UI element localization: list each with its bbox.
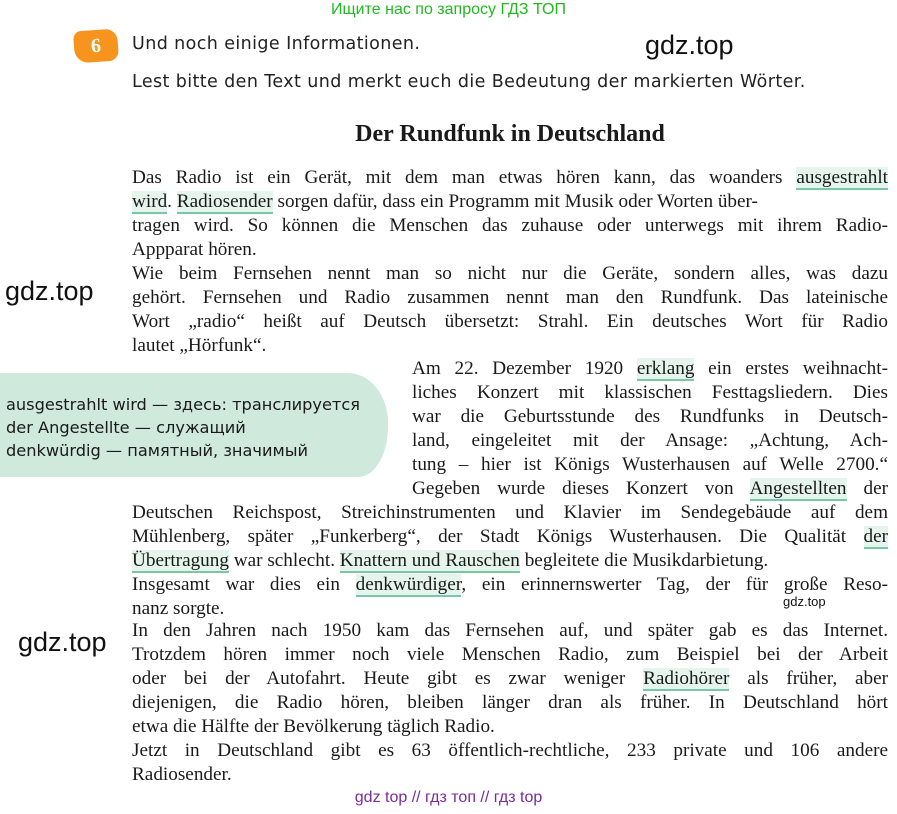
text-line: land, eingeleitet mit der Ansage: „Achtung, Ach- (412, 430, 888, 451)
highlighted-word: Radiohörer (643, 668, 730, 689)
text-span: oder bei der Autofahrt. Heute gibt es zwar weniger (132, 668, 644, 689)
watermark-left-1: gdz.top (5, 276, 94, 306)
text-line: diejenigen, die Radio hören, bleiben länger dran als früher. In Deutschland hört (132, 692, 888, 713)
text-line (412, 477, 888, 501)
text-span: Gegeben wurde dieses Konzert von (412, 478, 750, 499)
text-line: gehört. Fernsehen und Radio zusammen nennt man den Rundfunk. Das lateinische (132, 287, 888, 308)
text-line (132, 190, 888, 214)
text-line: tragen wird. So können die Menschen das zuhause oder unterwegs mit ihrem Radio- (132, 215, 888, 236)
text-line: Radiosender. (132, 764, 232, 785)
watermark-left-2: gdz.top (18, 627, 107, 657)
glossary-box (0, 373, 388, 477)
text-line (132, 573, 888, 597)
text-line: war die Geburtsstunde des Rundfunks in Deutsch- (412, 406, 888, 427)
text-line: Wie beim Fernsehen nennt man so nicht nur die Geräte, sondern alles, was dazu (132, 263, 888, 284)
text-span: der (846, 478, 888, 499)
text-line: liches Konzert mit klassischen Festtagsliedern. Dies (412, 382, 888, 403)
text-span: ein erstes weihnacht- (694, 358, 888, 379)
article-title: Der Rundfunk in Deutschland (355, 121, 665, 147)
instruction-line-1: Und noch einige Informationen. (132, 34, 421, 54)
exercise-number-badge: 6 (73, 29, 119, 64)
highlighted-word: Übertragung (132, 550, 229, 571)
highlighted-word: Radiosender (176, 191, 273, 212)
highlighted-word: der (863, 526, 888, 547)
text-span: Mühlenberg, später „Funkerberg“, der Stadt Königs Wusterhausen. Die Qualität (132, 526, 864, 547)
text-line (132, 525, 888, 549)
glossary-item: ausgestrahlt wird — здесь: транслируется (6, 395, 360, 414)
text-span: begleitete die Musikdarbietung. (519, 550, 769, 571)
text-line: Trotzdem hören immer noch viele Menschen Radio, zum Beispiel bei der Arbeit (132, 644, 888, 665)
text-line: Wort „radio“ heißt auf Deutsch übersetzt: Strahl. Ein deutsches Wort für Radio (132, 311, 888, 332)
highlighted-word: denkwürdiger (355, 574, 462, 595)
text-line (412, 357, 888, 381)
highlighted-word: wird (132, 191, 168, 212)
watermark-small: gdz.top (783, 594, 826, 609)
text-span: . (167, 191, 177, 212)
footer-watermark: gdz top // гдз топ // гдз top (354, 789, 543, 806)
text-line (132, 166, 888, 190)
text-line (132, 549, 888, 573)
text-span: als früher, aber (729, 668, 889, 689)
text-line (132, 667, 888, 691)
top-banner: Ищите нас по запросу ГДЗ ТОП (331, 1, 566, 18)
text-line: etwa die Hälfte der Bevölkerung täglich Radio. (132, 716, 495, 737)
text-line: lautet „Hörfunk“. (132, 335, 267, 356)
glossary-item: der Angestellte — служащий (6, 418, 246, 437)
glossary-item: denkwürdig — памятный, значимый (6, 441, 309, 460)
highlighted-word: Angestellten (749, 478, 847, 499)
instruction-line-2: Lest bitte den Text und merkt euch die Bedeutung der markierten Wörter. (132, 72, 806, 92)
text-span: sorgen dafür, dass ein Programm mit Musik oder Worten über- (272, 191, 758, 212)
watermark-top-right: gdz.top (645, 30, 734, 60)
text-span: war schlecht. (228, 550, 340, 571)
text-span: Das Radio ist ein Gerät, mit dem man etwas hören kann, das woanders (132, 167, 783, 188)
highlighted-word: ausgestrahlt (796, 167, 888, 188)
text-line: Deutschen Reichspost, Streichinstrumenten und Klavier im Sendegebäude auf dem (132, 502, 888, 523)
text-span: Am 22. Dezember 1920 (412, 358, 637, 379)
text-line: Appparat hören. (132, 239, 257, 260)
text-line: nanz sorgte. (132, 598, 225, 619)
highlighted-word: erklang (636, 358, 695, 379)
highlighted-word: Knattern und Rauschen (339, 550, 520, 571)
text-line: tung – hier ist Königs Wusterhausen auf Welle 2700.“ (412, 454, 888, 475)
text-span: Insgesamt war dies ein (132, 574, 356, 595)
text-line: In den Jahren nach 1950 kam das Fernsehen auf, und später gab es das Internet. (132, 620, 888, 641)
text-line: Jetzt in Deutschland gibt es 63 öffentlich-rechtliche, 233 private und 106 andere (132, 740, 888, 761)
text-span: , ein erinnernswerter Tag, der für große Reso- (461, 574, 888, 595)
